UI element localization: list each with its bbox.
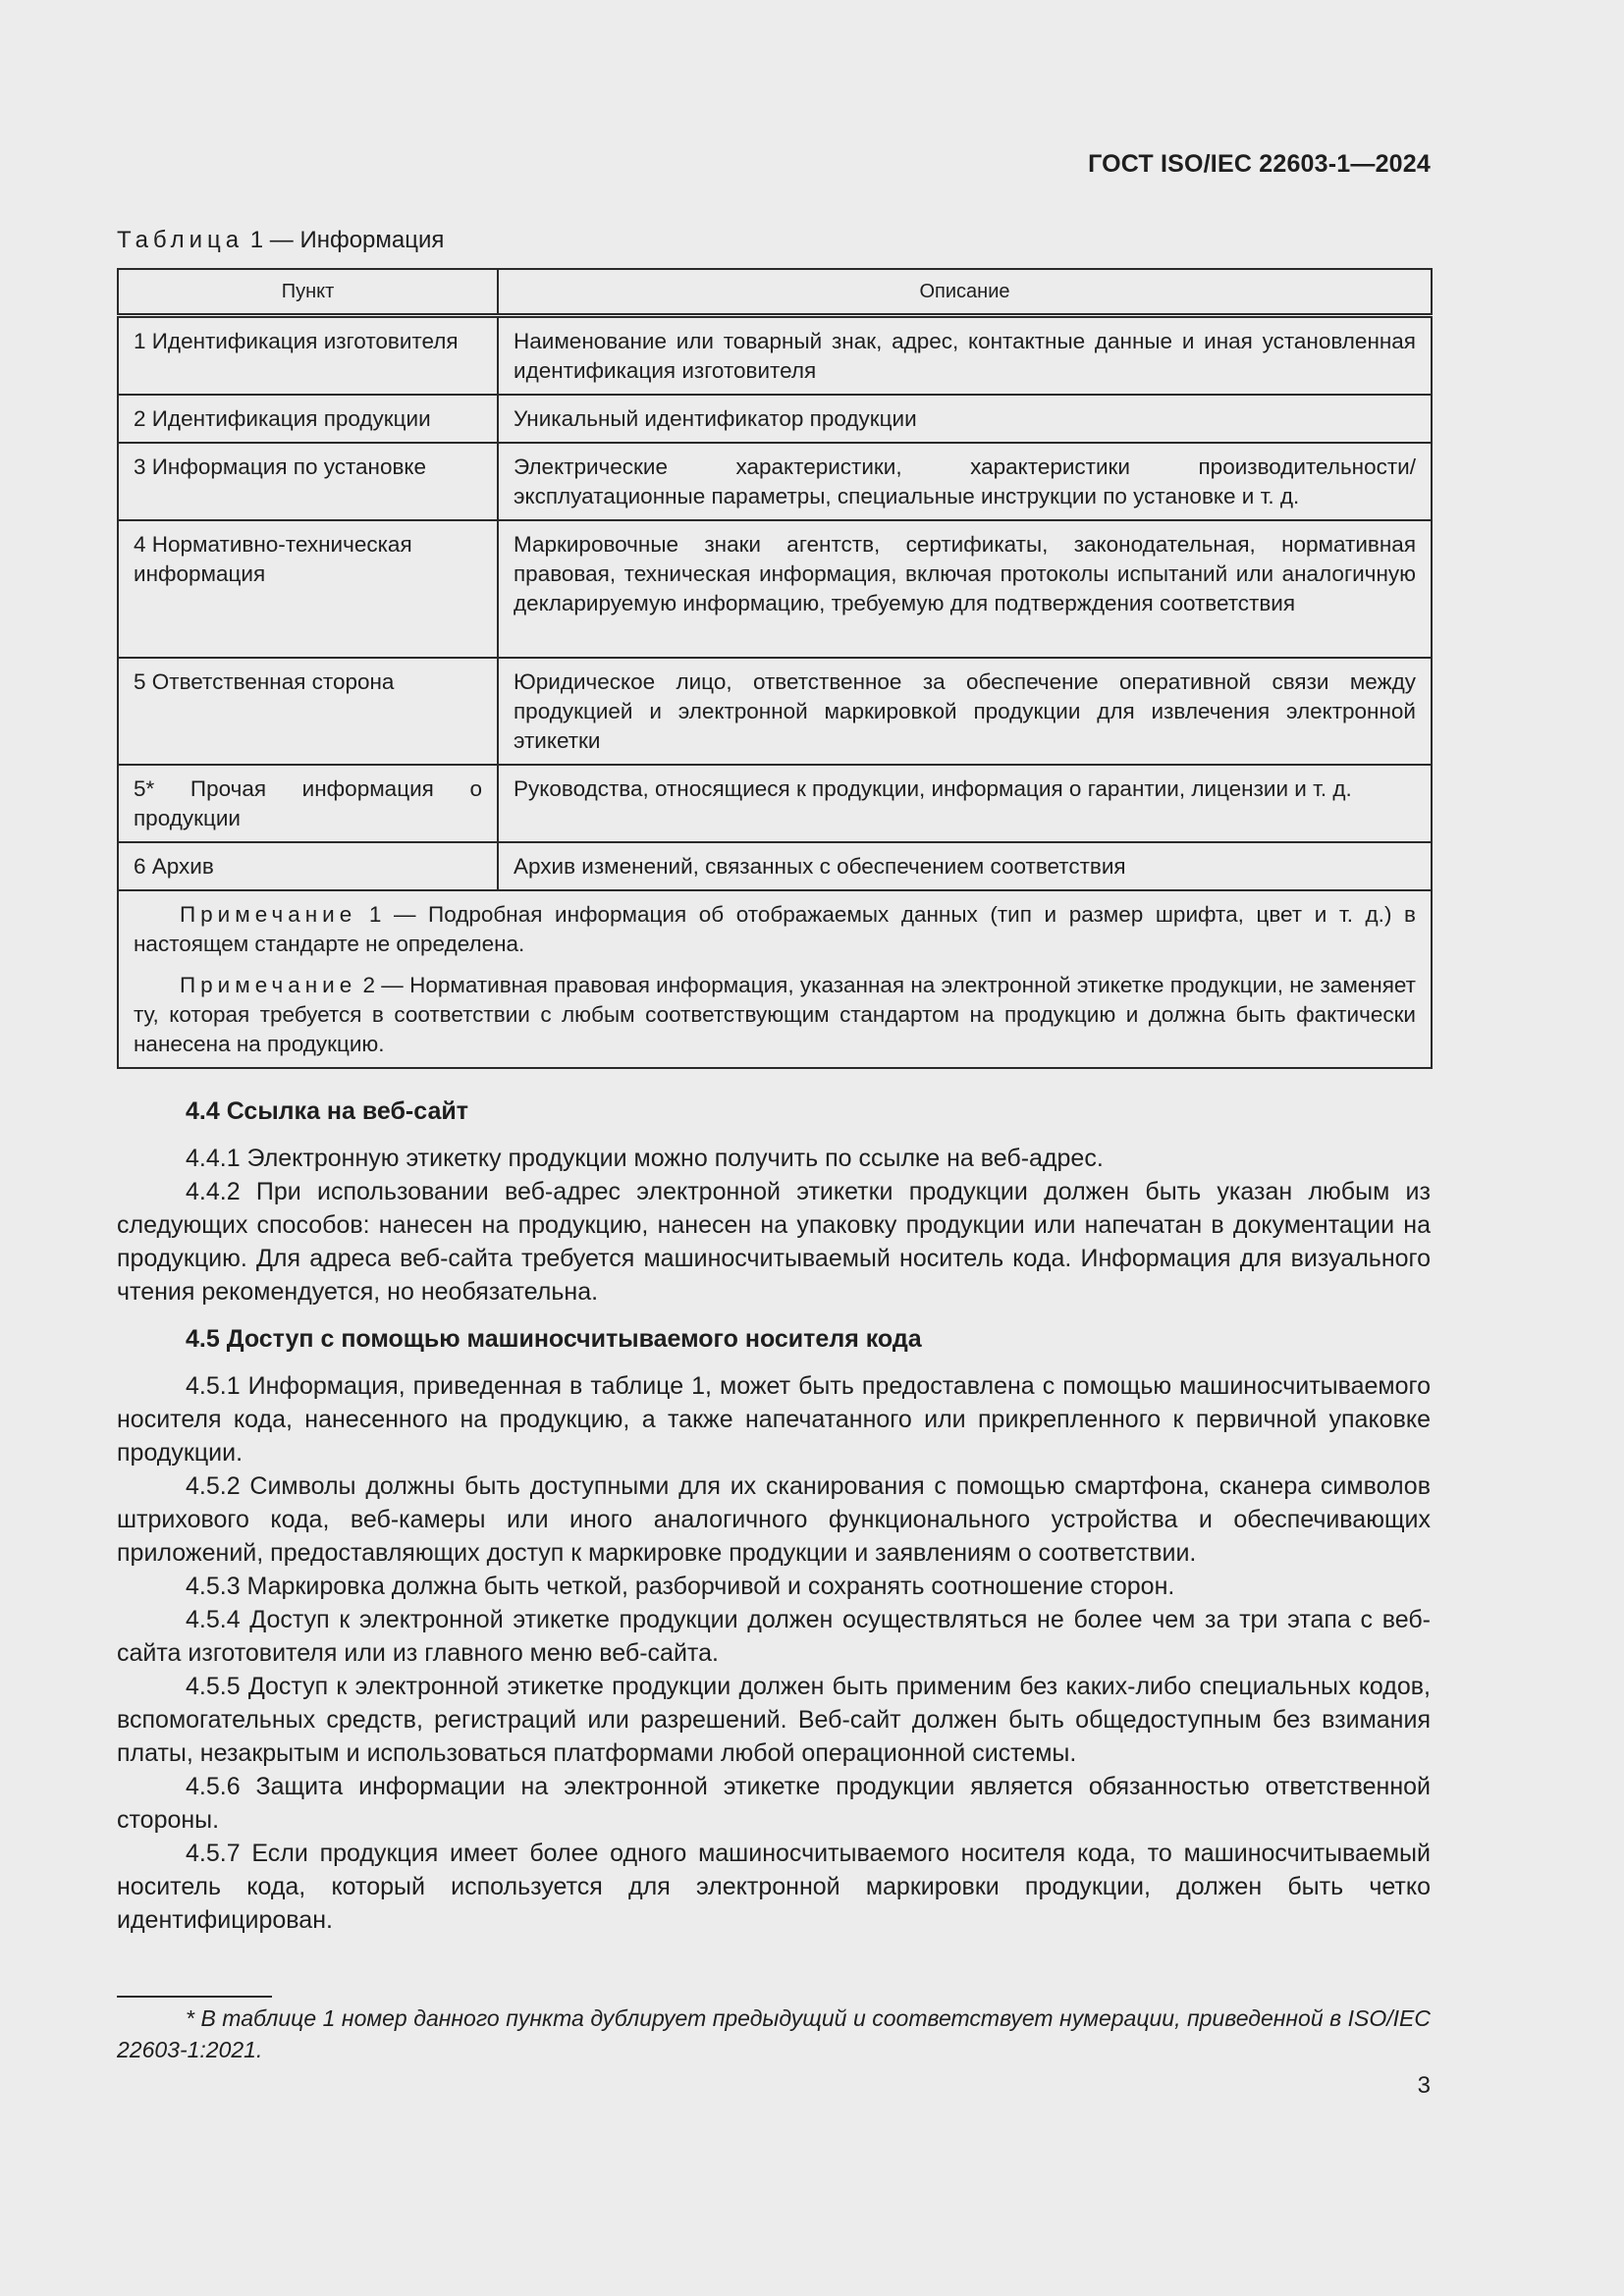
- table-row: [118, 658, 1432, 765]
- paragraph-4-4-2: 4.4.2 При использовании веб-адрес электронной этикетки продукции должен быть указан любым из следующих способов: нанесен на продукцию, нанесен на упаковку продукции или напечатан в документации на продукцию. Для адреса веб-сайта требуется машиносчитываемый носитель кода. Информация для визуального чтения рекомендуется, но необязательна.: [117, 1178, 1431, 1306]
- note-text: 2 — Нормативная правовая информация, указанная на электронной этикетке продукции, не заменяет ту, которая требуется в соответствии с любым соответствующим стандартом на продукцию и должна быть фактически нанесена на продукцию.: [134, 973, 1416, 1056]
- item-cell: 6 Архив: [118, 842, 498, 890]
- section-heading-4-4: 4.4 Ссылка на веб-сайт: [186, 1097, 468, 1125]
- information-table: [117, 268, 1433, 1069]
- section-heading-4-5: 4.5 Доступ с помощью машиносчитываемого носителя кода: [186, 1325, 922, 1353]
- paragraph-4-5-3: 4.5.3 Маркировка должна быть четкой, разборчивой и сохранять соотношение сторон.: [186, 1573, 1175, 1600]
- item-cell: 1 Идентификация изготовителя: [118, 316, 498, 396]
- description-cell: Наименование или товарный знак, адрес, контактные данные и иная установленная идентификация изготовителя: [498, 316, 1432, 396]
- table-row: [118, 316, 1432, 396]
- paragraph-4-5-1: 4.5.1 Информация, приведенная в таблице 1, может быть предоставлена с помощью машиносчитываемого носителя кода, нанесенного на продукцию, а также напечатанного или прикрепленного к первичной упаковке продукции.: [117, 1372, 1431, 1467]
- item-cell: 4 Нормативно-техническая информация: [118, 520, 498, 658]
- table-row: [118, 520, 1432, 658]
- description-cell: Электрические характеристики, характеристики производительности/эксплуатационные параметры, специальные инструкции по установке и т. д.: [498, 443, 1432, 520]
- table-caption-label: Таблица: [117, 227, 244, 253]
- description-cell: Архив изменений, связанных с обеспечением соответствия: [498, 842, 1432, 890]
- footnote-divider: [117, 1996, 272, 1998]
- paragraph-4-5-5: 4.5.5 Доступ к электронной этикетке продукции должен быть применим без каких-либо специальных кодов, вспомогательных средств, регистраций или разрешений. Веб-сайт должен быть общедоступным без взимания платы, незакрытым и использоваться платформами любой операционной системы.: [117, 1673, 1431, 1767]
- column-header-item: Пункт: [118, 269, 498, 316]
- paragraph-4-5-4: 4.5.4 Доступ к электронной этикетке продукции должен осуществляться не более чем за три этапа с веб-сайта изготовителя или из главного меню веб-сайта.: [117, 1606, 1431, 1667]
- item-cell: 3 Информация по установке: [118, 443, 498, 520]
- item-cell: 5 Ответственная сторона: [118, 658, 498, 765]
- paragraph-4-5-7: 4.5.7 Если продукция имеет более одного машиносчитываемого носителя кода, то машиносчитываемый носитель кода, который используется для электронной маркировки продукции, должен быть четко идентифицирован.: [117, 1840, 1431, 1934]
- paragraph-4-5-6: 4.5.6 Защита информации на электронной этикетке продукции является обязанностью ответственной стороны.: [117, 1773, 1431, 1834]
- table-row: [118, 842, 1432, 890]
- paragraph-4-4-1: 4.4.1 Электронную этикетку продукции можно получить по ссылке на веб-адрес.: [186, 1145, 1104, 1172]
- table-row: [118, 443, 1432, 520]
- table-note: [134, 971, 1416, 1059]
- page-number: 3: [1417, 2072, 1431, 2099]
- table-notes-row: [118, 890, 1432, 1068]
- item-cell: 2 Идентификация продукции: [118, 395, 498, 443]
- table-row: [118, 395, 1432, 443]
- table-header-row: [118, 269, 1432, 316]
- table-note: [134, 900, 1416, 959]
- table-notes: [118, 890, 1432, 1068]
- description-cell: Маркировочные знаки агентств, сертификаты, законодательная, нормативная правовая, техническая информация, включая протоколы испытаний или аналогичную декларируемую информацию, требуемую для подтверждения соответствия: [498, 520, 1432, 658]
- description-cell: Руководства, относящиеся к продукции, информация о гарантии, лицензии и т. д.: [498, 765, 1432, 842]
- table-caption: [117, 227, 444, 254]
- paragraph-4-5-2: 4.5.2 Символы должны быть доступными для их сканирования с помощью смартфона, сканера символов штрихового кода, веб-камеры или иного аналогичного функционального устройства и обеспечивающих приложений, предоставляющих доступ к маркировке продукции и заявлениям о соответствии.: [117, 1472, 1431, 1567]
- note-label: Примечание: [180, 973, 357, 997]
- standard-header: ГОСТ ISO/IEC 22603-1—2024: [1088, 150, 1431, 178]
- description-cell: Уникальный идентификатор продукции: [498, 395, 1432, 443]
- column-header-description: Описание: [498, 269, 1432, 316]
- table-row: [118, 765, 1432, 842]
- note-text: 1 — Подробная информация об отображаемых данных (тип и размер шрифта, цвет и т. д.) в настоящем стандарте не определена.: [134, 902, 1416, 956]
- description-cell: Юридическое лицо, ответственное за обеспечение оперативной связи между продукцией и электронной маркировкой продукции для извлечения электронной этикетки: [498, 658, 1432, 765]
- document-body: [117, 1095, 1431, 1937]
- note-label: Примечание: [180, 902, 357, 927]
- table-caption-title: 1 — Информация: [244, 227, 445, 253]
- item-cell: 5* Прочая информация о продукции: [118, 765, 498, 842]
- footnote: * В таблице 1 номер данного пункта дублирует предыдущий и соответствует нумерации, приведенной в ISO/IEC 22603-1:2021.: [117, 2005, 1431, 2062]
